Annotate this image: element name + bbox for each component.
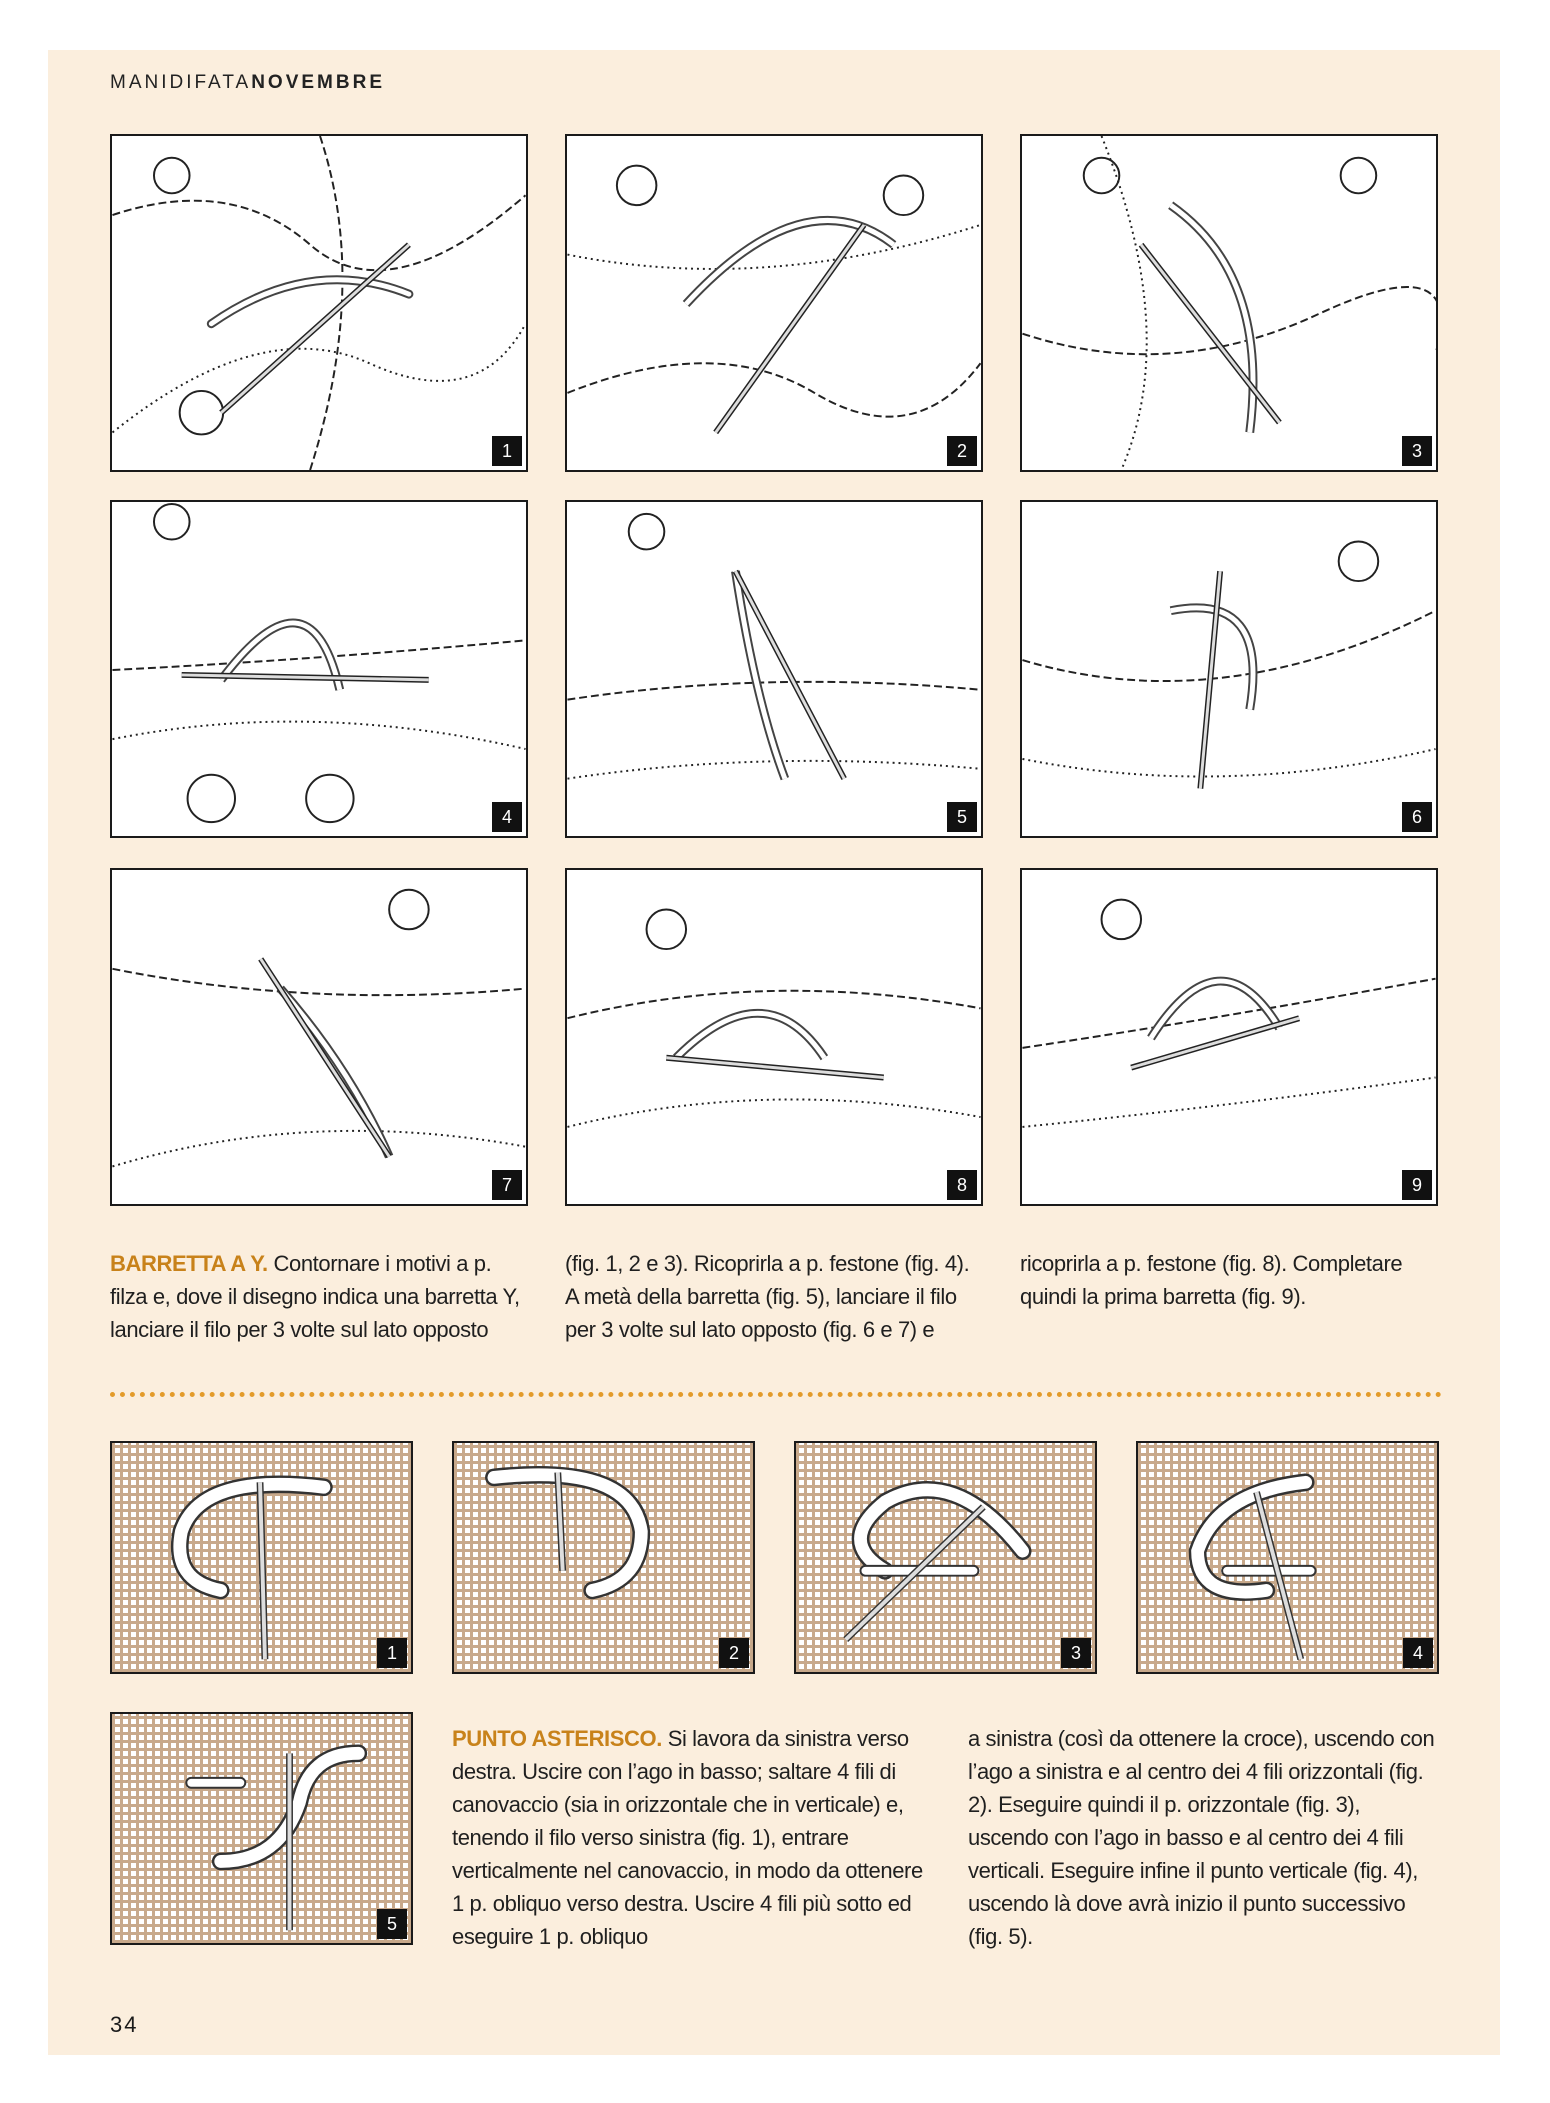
barretta-figure-6 [1020, 500, 1438, 838]
magazine-header [110, 72, 385, 94]
embroidery-illustration [567, 136, 981, 470]
figure-number: 7 [492, 1170, 522, 1200]
barretta-text-2: (fig. 1, 2 e 3). Ricoprirla a p. festone (fig. 4). A metà della barretta (fig. 5), lanciare il filo per 3 volte sul lato opposto (fig. 6 e 7) e [565, 1251, 970, 1342]
barretta-figure-7 [110, 868, 528, 1206]
embroidery-illustration [112, 870, 526, 1204]
page [48, 50, 1500, 2055]
figure-number: 6 [1402, 802, 1432, 832]
barretta-figure-9 [1020, 868, 1438, 1206]
header-issue: NOVEMBRE [251, 72, 385, 93]
figure-number: 3 [1061, 1638, 1091, 1668]
asterisco-text-column-2 [968, 1722, 1442, 1953]
barretta-figure-2 [565, 134, 983, 472]
figure-number: 1 [377, 1638, 407, 1668]
asterisco-text-1: Si lavora da sinistra verso destra. Uscire con l’ago in basso; saltare 4 fili di canovaccio (sia in orizzontale che in verticale) e, tenendo il filo verso sinistra (fig. 1), entrare verticalmente nel canovaccio, in modo da ottenere 1 p. obliquo verso destra. Uscire 4 fili più sotto ed eseguire 1 p. obliquo [452, 1726, 923, 1949]
asterisco-text-2: a sinistra (così da ottenere la croce), uscendo con l’ago a sinistra e al centro dei 4 fili orizzontali (fig. 2). Eseguire quindi il p. orizzontale (fig. 3), uscendo con l’ago in basso e al centro dei 4 fili verticali. Eseguire infine il punto verticale (fig. 4), uscendo là dove avrà inizio il punto successivo (fig. 5). [968, 1726, 1435, 1949]
header-prefix: MANIDIFATA [110, 72, 252, 93]
embroidery-illustration [1022, 136, 1436, 470]
figure-number: 1 [492, 436, 522, 466]
stitch-illustration [796, 1443, 1095, 1672]
page-number: 34 [110, 2012, 139, 2037]
stitch-illustration [454, 1443, 753, 1672]
barretta-text-3: ricoprirla a p. festone (fig. 8). Completare quindi la prima barretta (fig. 9). [1020, 1251, 1403, 1309]
embroidery-illustration [112, 502, 526, 836]
figure-number: 2 [947, 436, 977, 466]
barretta-text-column-2 [565, 1247, 983, 1346]
barretta-figure-1 [110, 134, 528, 472]
figure-number: 4 [1403, 1638, 1433, 1668]
embroidery-illustration [1022, 502, 1436, 836]
embroidery-illustration [112, 136, 526, 470]
figure-number: 5 [947, 802, 977, 832]
figure-number: 8 [947, 1170, 977, 1200]
barretta-figure-8 [565, 868, 983, 1206]
barretta-figure-5 [565, 500, 983, 838]
barretta-figure-3 [1020, 134, 1438, 472]
figure-number: 2 [719, 1638, 749, 1668]
embroidery-illustration [567, 502, 981, 836]
figure-number: 4 [492, 802, 522, 832]
barretta-figure-4 [110, 500, 528, 838]
asterisco-figure-1 [110, 1441, 413, 1674]
embroidery-illustration [1022, 870, 1436, 1204]
barretta-text-1: Contornare i motivi a p. filza e, dove il disegno indica una barretta Y, lanciare il filo per 3 volte sul lato opposto [110, 1251, 520, 1342]
section-divider [110, 1392, 1442, 1397]
barretta-title: BARRETTA A Y. [110, 1251, 268, 1276]
asterisco-figure-5 [110, 1712, 413, 1945]
asterisco-title: PUNTO ASTERISCO. [452, 1726, 662, 1751]
asterisco-text-column-1 [452, 1722, 926, 1953]
asterisco-figure-3 [794, 1441, 1097, 1674]
embroidery-illustration [567, 870, 981, 1204]
stitch-illustration [112, 1443, 411, 1672]
figure-number: 3 [1402, 436, 1432, 466]
barretta-text-column-1 [110, 1247, 528, 1346]
asterisco-figure-4 [1136, 1441, 1439, 1674]
figure-number: 9 [1402, 1170, 1432, 1200]
barretta-text-column-3 [1020, 1247, 1438, 1313]
figure-number: 5 [377, 1909, 407, 1939]
stitch-illustration [112, 1714, 411, 1943]
stitch-illustration [1138, 1443, 1437, 1672]
asterisco-figure-2 [452, 1441, 755, 1674]
